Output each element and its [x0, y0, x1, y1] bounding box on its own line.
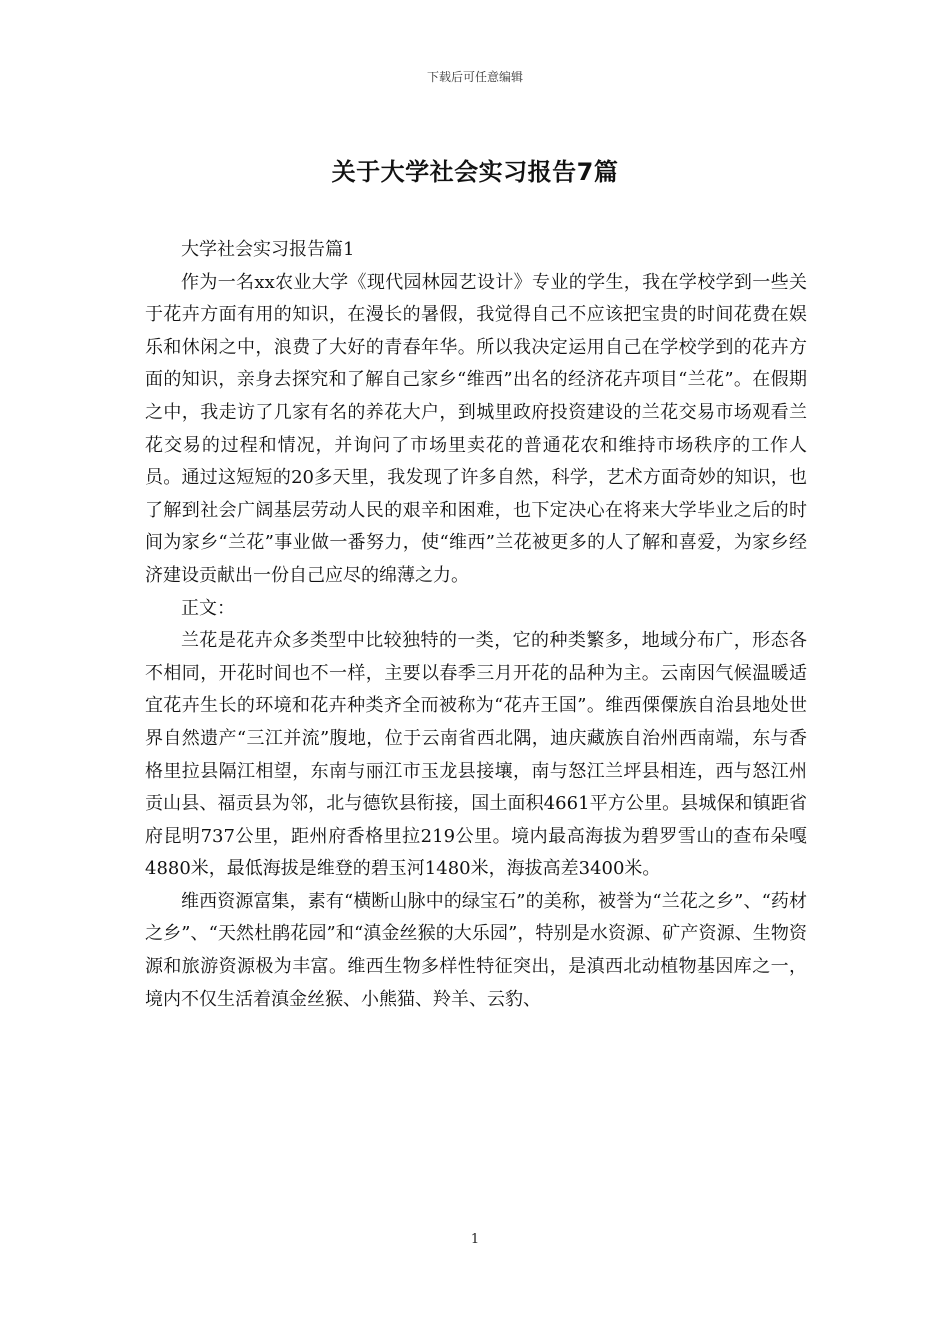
- paragraph-weixi-resources: 维西资源富集，素有“横断山脉中的绿宝石”的美称，被誉为“兰花之乡”、“药材之乡”、“天然杜鹃花园”和“滇金丝猴的大乐园”，特别是水资源、矿产资源、生物资源和旅游资源极为丰富。维西生物多样性特征突出，是滇西北动植物基因库之一，境内不仅生活着滇金丝猴、小熊猫、羚羊、云豹、: [145, 890, 807, 1010]
- header-note: 下载后可任意编辑: [426, 70, 523, 84]
- document-body: [145, 234, 807, 1016]
- paragraph-intro: 作为一名xx农业大学《现代园林园艺设计》专业的学生，我在学校学到一些关于花卉方面有用的知识，在漫长的暑假，我觉得自己不应该把宝贵的时间花费在娱乐和休闲之中，浪费了大好的青春年华。所以我决定运用自己在学校学到的花卉方面的知识，亲身去探究和了解自己家乡“维西”出名的经济花卉项目“兰花”。在假期之中，我走访了几家有名的养花大户，到城里政府投资建设的兰花交易市场观看兰花交易的过程和情况，并询问了市场里卖花的普通花农和维持市场秩序的工作人员。通过这短短的20多天里，我发现了许多自然，科学，艺术方面奇妙的知识，也了解到社会广阔基层劳动人民的艰辛和困难，也下定决心在将来大学毕业之后的时间为家乡“兰花”事业做一番努力，使“维西”兰花被更多的人了解和喜爱，为家乡经济建设贡献出一份自己应尽的绵薄之力。: [145, 271, 807, 586]
- document-title: 关于大学社会实习报告7篇: [331, 158, 619, 186]
- paragraph-orchid-geography: 兰花是花卉众多类型中比较独特的一类，它的种类繁多，地域分布广，形态各不相同，开花时间也不一样，主要以春季三月开花的品种为主。云南因气候温暖适宜花卉生长的环境和花卉种类齐全而被称为“花卉王国”。维西傈僳族自治县地处世界自然遗产“三江并流”腹地，位于云南省西北隅，迪庆藏族自治州西南端，东与香格里拉县隔江相望，东南与丽江市玉龙县接壤，南与怒江兰坪县相连，西与怒江州贡山县、福贡县为邻，北与德钦县衔接，国土面积4661平方公里。县城保和镇距省府昆明737公里，距州府香格里拉219公里。境内最高海拔为碧罗雪山的查布朵嘎4880米，最低海拔是维登的碧玉河1480米，海拔高差3400米。: [145, 630, 807, 880]
- section-heading: 大学社会实习报告篇1: [181, 239, 355, 260]
- page-number: 1: [470, 1232, 480, 1247]
- section-label-main-text: 正文：: [181, 597, 235, 619]
